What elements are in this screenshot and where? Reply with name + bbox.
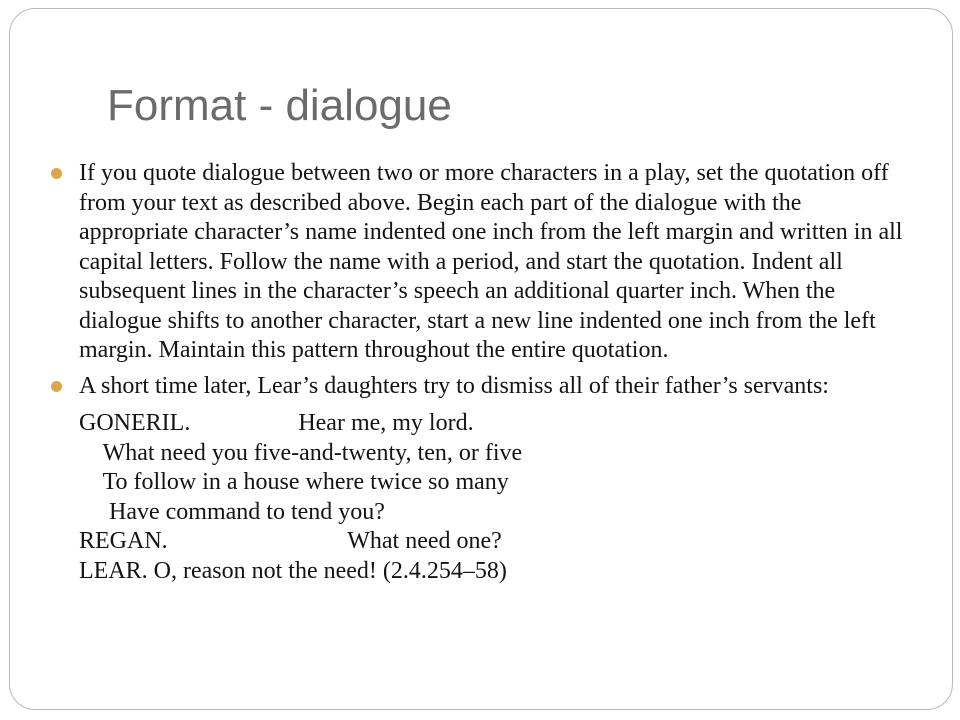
dialogue-line: To follow in a house where twice so many — [79, 469, 509, 495]
bullet-item — [79, 372, 909, 402]
dialogue-line: GONERIL. Hear me, my lord. — [79, 410, 474, 436]
dialogue-quote — [79, 409, 909, 586]
dialogue-line: REGAN. What need one? — [79, 528, 502, 554]
bullet-item — [79, 159, 909, 366]
slide-body — [79, 159, 909, 586]
bullet-text: A short time later, Lear’s daughters try to dismiss all of their father’s servants: — [79, 372, 829, 399]
bullet-text: If you quote dialogue between two or more characters in a play, set the quotation off from your text as described above. Begin each part of the dialogue with the appropriate character’s name indented one inch from the left margin and written in all capital letters. Follow the name with a period, and start the quotation. Indent all subsequent lines in the character’s speech an additional quarter inch. When the dialogue shifts to another character, start a new line indented one inch from the left margin. Maintain this pattern throughout the entire quotation. — [79, 160, 903, 363]
dialogue-line: LEAR. O, reason not the need! (2.4.254–58) — [79, 557, 507, 584]
bullet-dot-icon — [51, 168, 62, 179]
dialogue-line: What need you five-and-twenty, ten, or five — [79, 439, 523, 466]
slide-title: Format - dialogue — [107, 81, 452, 130]
bullet-dot-icon — [51, 381, 62, 392]
dialogue-line: Have command to tend you? — [79, 498, 385, 525]
